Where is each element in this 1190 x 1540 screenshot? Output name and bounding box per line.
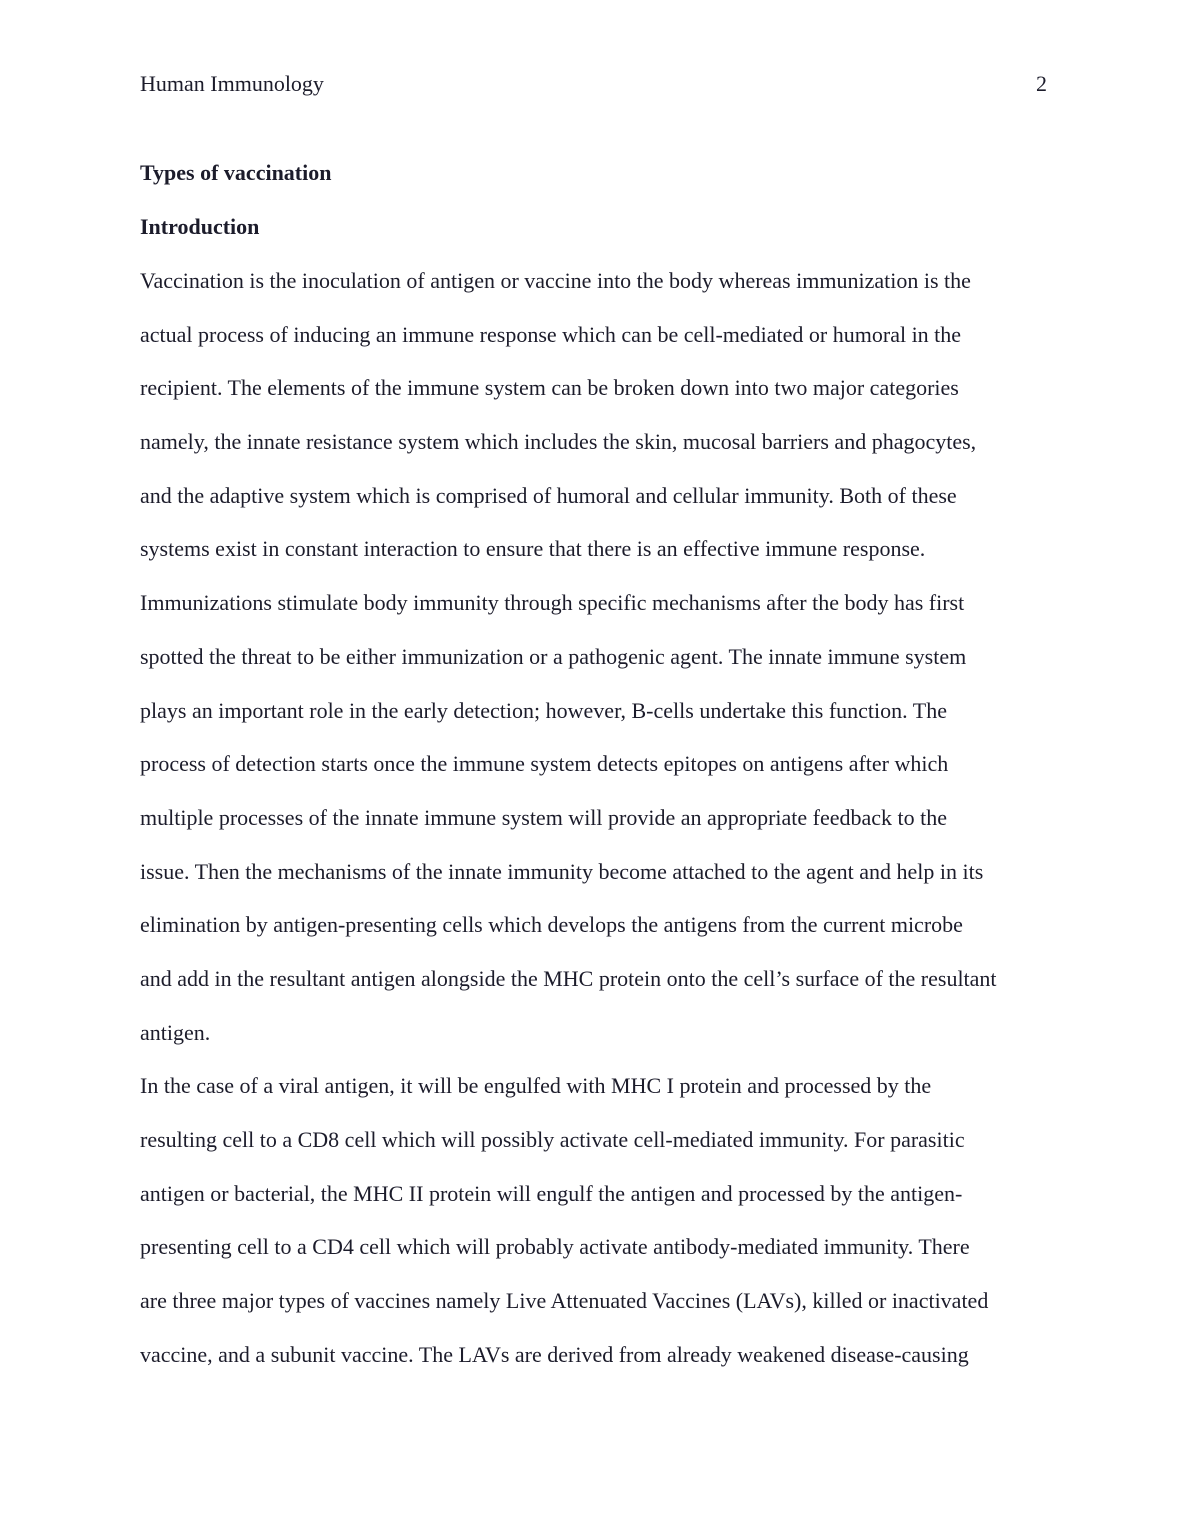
text-line: antigen or bacterial, the MHC II protein will engulf the antigen and processed by the antigen-: [140, 1180, 963, 1206]
text-line: recipient. The elements of the immune system can be broken down into two major categories: [140, 375, 959, 401]
text-line: and add in the resultant antigen alongside the MHC protein onto the cell’s surface of the resultant: [140, 965, 997, 991]
text-line: systems exist in constant interaction to ensure that there is an effective immune response.: [140, 536, 926, 562]
text-line: actual process of inducing an immune response which can be cell-mediated or humoral in the: [140, 321, 962, 347]
text-line: Vaccination is the inoculation of antigen or vaccine into the body whereas immunization is the: [140, 268, 971, 293]
text-line: are three major types of vaccines namely Live Attenuated Vaccines (LAVs), killed or inactivated: [140, 1288, 989, 1314]
text-line: antigen.: [140, 1019, 211, 1045]
text-line: presenting cell to a CD4 cell which will probably activate antibody-mediated immunity. There: [140, 1234, 970, 1260]
document-title: Types of vaccination: [140, 160, 332, 185]
paragraph-vaccine-types: [140, 1059, 1055, 1381]
text-line: spotted the threat to be either immunization or a pathogenic agent. The innate immune system: [140, 643, 967, 669]
text-line: multiple processes of the innate immune system will provide an appropriate feedback to the: [140, 804, 948, 830]
text-line: process of detection starts once the immune system detects epitopes on antigens after which: [140, 751, 949, 777]
paragraph-introduction: [140, 254, 1055, 1059]
section-heading: Introduction: [140, 214, 260, 239]
text-line: issue. Then the mechanisms of the innate immunity become attached to the agent and help in its: [140, 858, 984, 884]
text-line: resulting cell to a CD8 cell which will possibly activate cell-mediated immunity. For parasitic: [140, 1127, 965, 1152]
text-line: In the case of a viral antigen, it will be engulfed with MHC I protein and processed by the: [140, 1073, 932, 1099]
page-number: 2: [1036, 71, 1047, 96]
text-line: plays an important role in the early detection; however, B-cells undertake this function. The: [140, 697, 947, 723]
text-line: namely, the innate resistance system which includes the skin, mucosal barriers and phagocytes,: [140, 429, 977, 455]
text-line: Immunizations stimulate body immunity through specific mechanisms after the body has first: [140, 590, 965, 616]
text-line: vaccine, and a subunit vaccine. The LAVs are derived from already weakened disease-causing: [140, 1341, 969, 1367]
text-line: and the adaptive system which is comprised of humoral and cellular immunity. Both of these: [140, 482, 957, 508]
text-line: elimination by antigen-presenting cells which develops the antigens from the current microbe: [140, 912, 963, 938]
document-body: [140, 146, 1055, 1381]
running-head: Human Immunology: [140, 71, 324, 96]
